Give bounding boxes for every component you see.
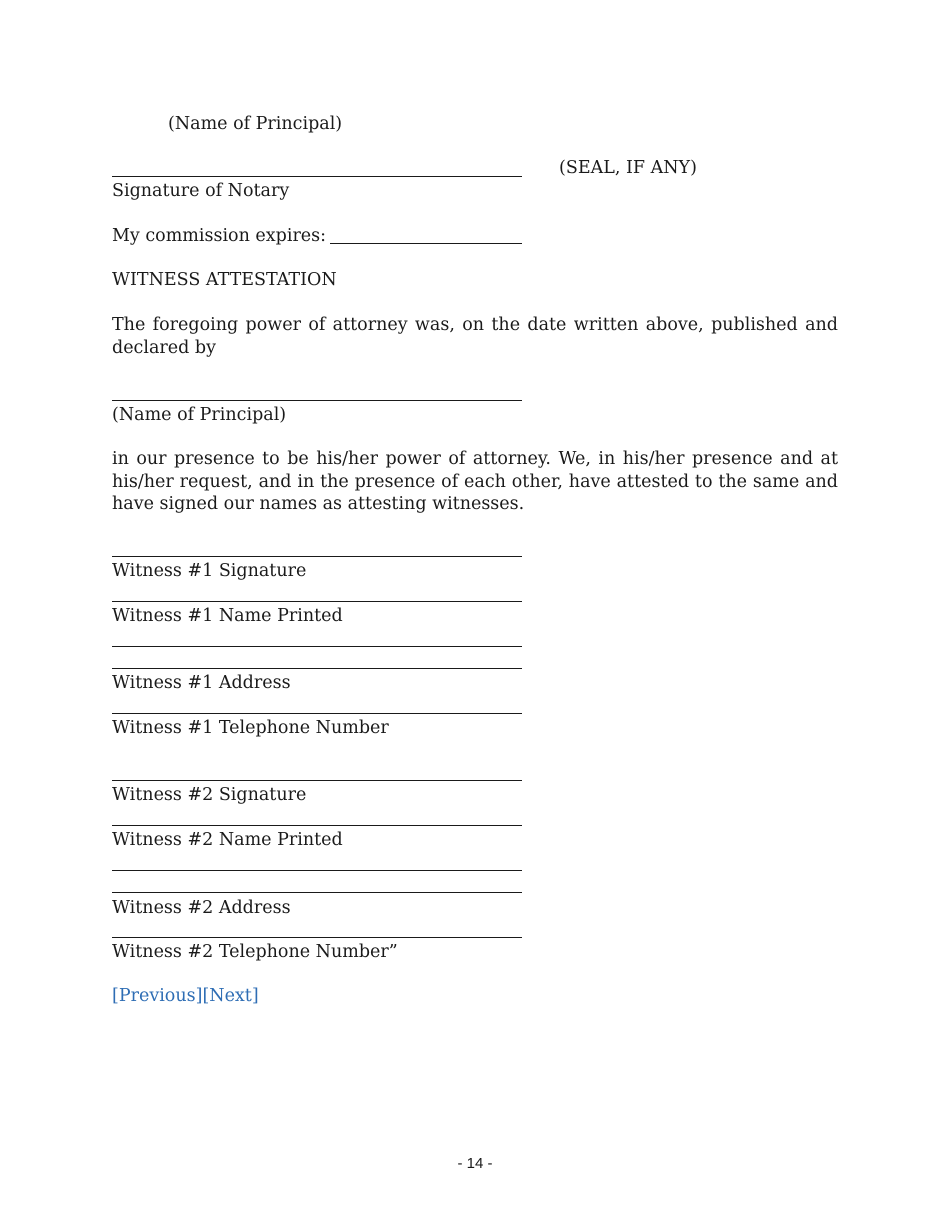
witness1-address-label: Witness #1 Address (112, 673, 291, 693)
notary-signature-label: Signature of Notary (112, 181, 290, 201)
previous-link[interactable]: [Previous] (112, 986, 203, 1006)
commission-expires-line (330, 243, 522, 244)
witness2-signature-label: Witness #2 Signature (112, 785, 307, 805)
attestation-heading: WITNESS ATTESTATION (112, 270, 337, 290)
witness2-phone-line (112, 937, 522, 938)
witness2-name-line (112, 825, 522, 826)
witness2-address-line-2 (112, 892, 522, 893)
page-navigation (112, 985, 259, 1007)
witness1-signature-label: Witness #1 Signature (112, 561, 307, 581)
notary-signature-line (112, 176, 522, 177)
witness2-phone-label: Witness #2 Telephone Number” (112, 942, 398, 962)
witness2-address-label: Witness #2 Address (112, 898, 291, 918)
principal-name-line (112, 400, 522, 401)
commission-expires-row (112, 225, 522, 247)
witness1-name-label: Witness #1 Name Printed (112, 606, 343, 626)
attestation-body: in our presence to be his/her power of attorney. We, in his/her presence and at his/her request, and in the presence of each other, have attested to the same and have signed our names as attesting witnesses. (112, 449, 838, 514)
witness2-name-label: Witness #2 Name Printed (112, 830, 343, 850)
witness1-name-line (112, 601, 522, 602)
witness1-phone-label: Witness #1 Telephone Number (112, 718, 389, 738)
page-number: - 14 - (457, 1155, 493, 1172)
witness2-address-line-1 (112, 870, 522, 871)
attestation-principal-label: (Name of Principal) (112, 405, 287, 425)
witness1-address-line-2 (112, 668, 522, 669)
witness2-signature-line (112, 780, 522, 781)
attestation-intro: The foregoing power of attorney was, on the date written above, published and declared by (112, 315, 838, 358)
witness1-phone-line (112, 713, 522, 714)
witness1-address-line-1 (112, 646, 522, 647)
next-link[interactable]: [Next] (202, 986, 259, 1006)
commission-expires-label: My commission expires: (112, 226, 327, 246)
witness1-signature-line (112, 556, 522, 557)
notary-principal-name-label: (Name of Principal) (168, 114, 343, 134)
seal-label: (SEAL, IF ANY) (559, 158, 697, 178)
